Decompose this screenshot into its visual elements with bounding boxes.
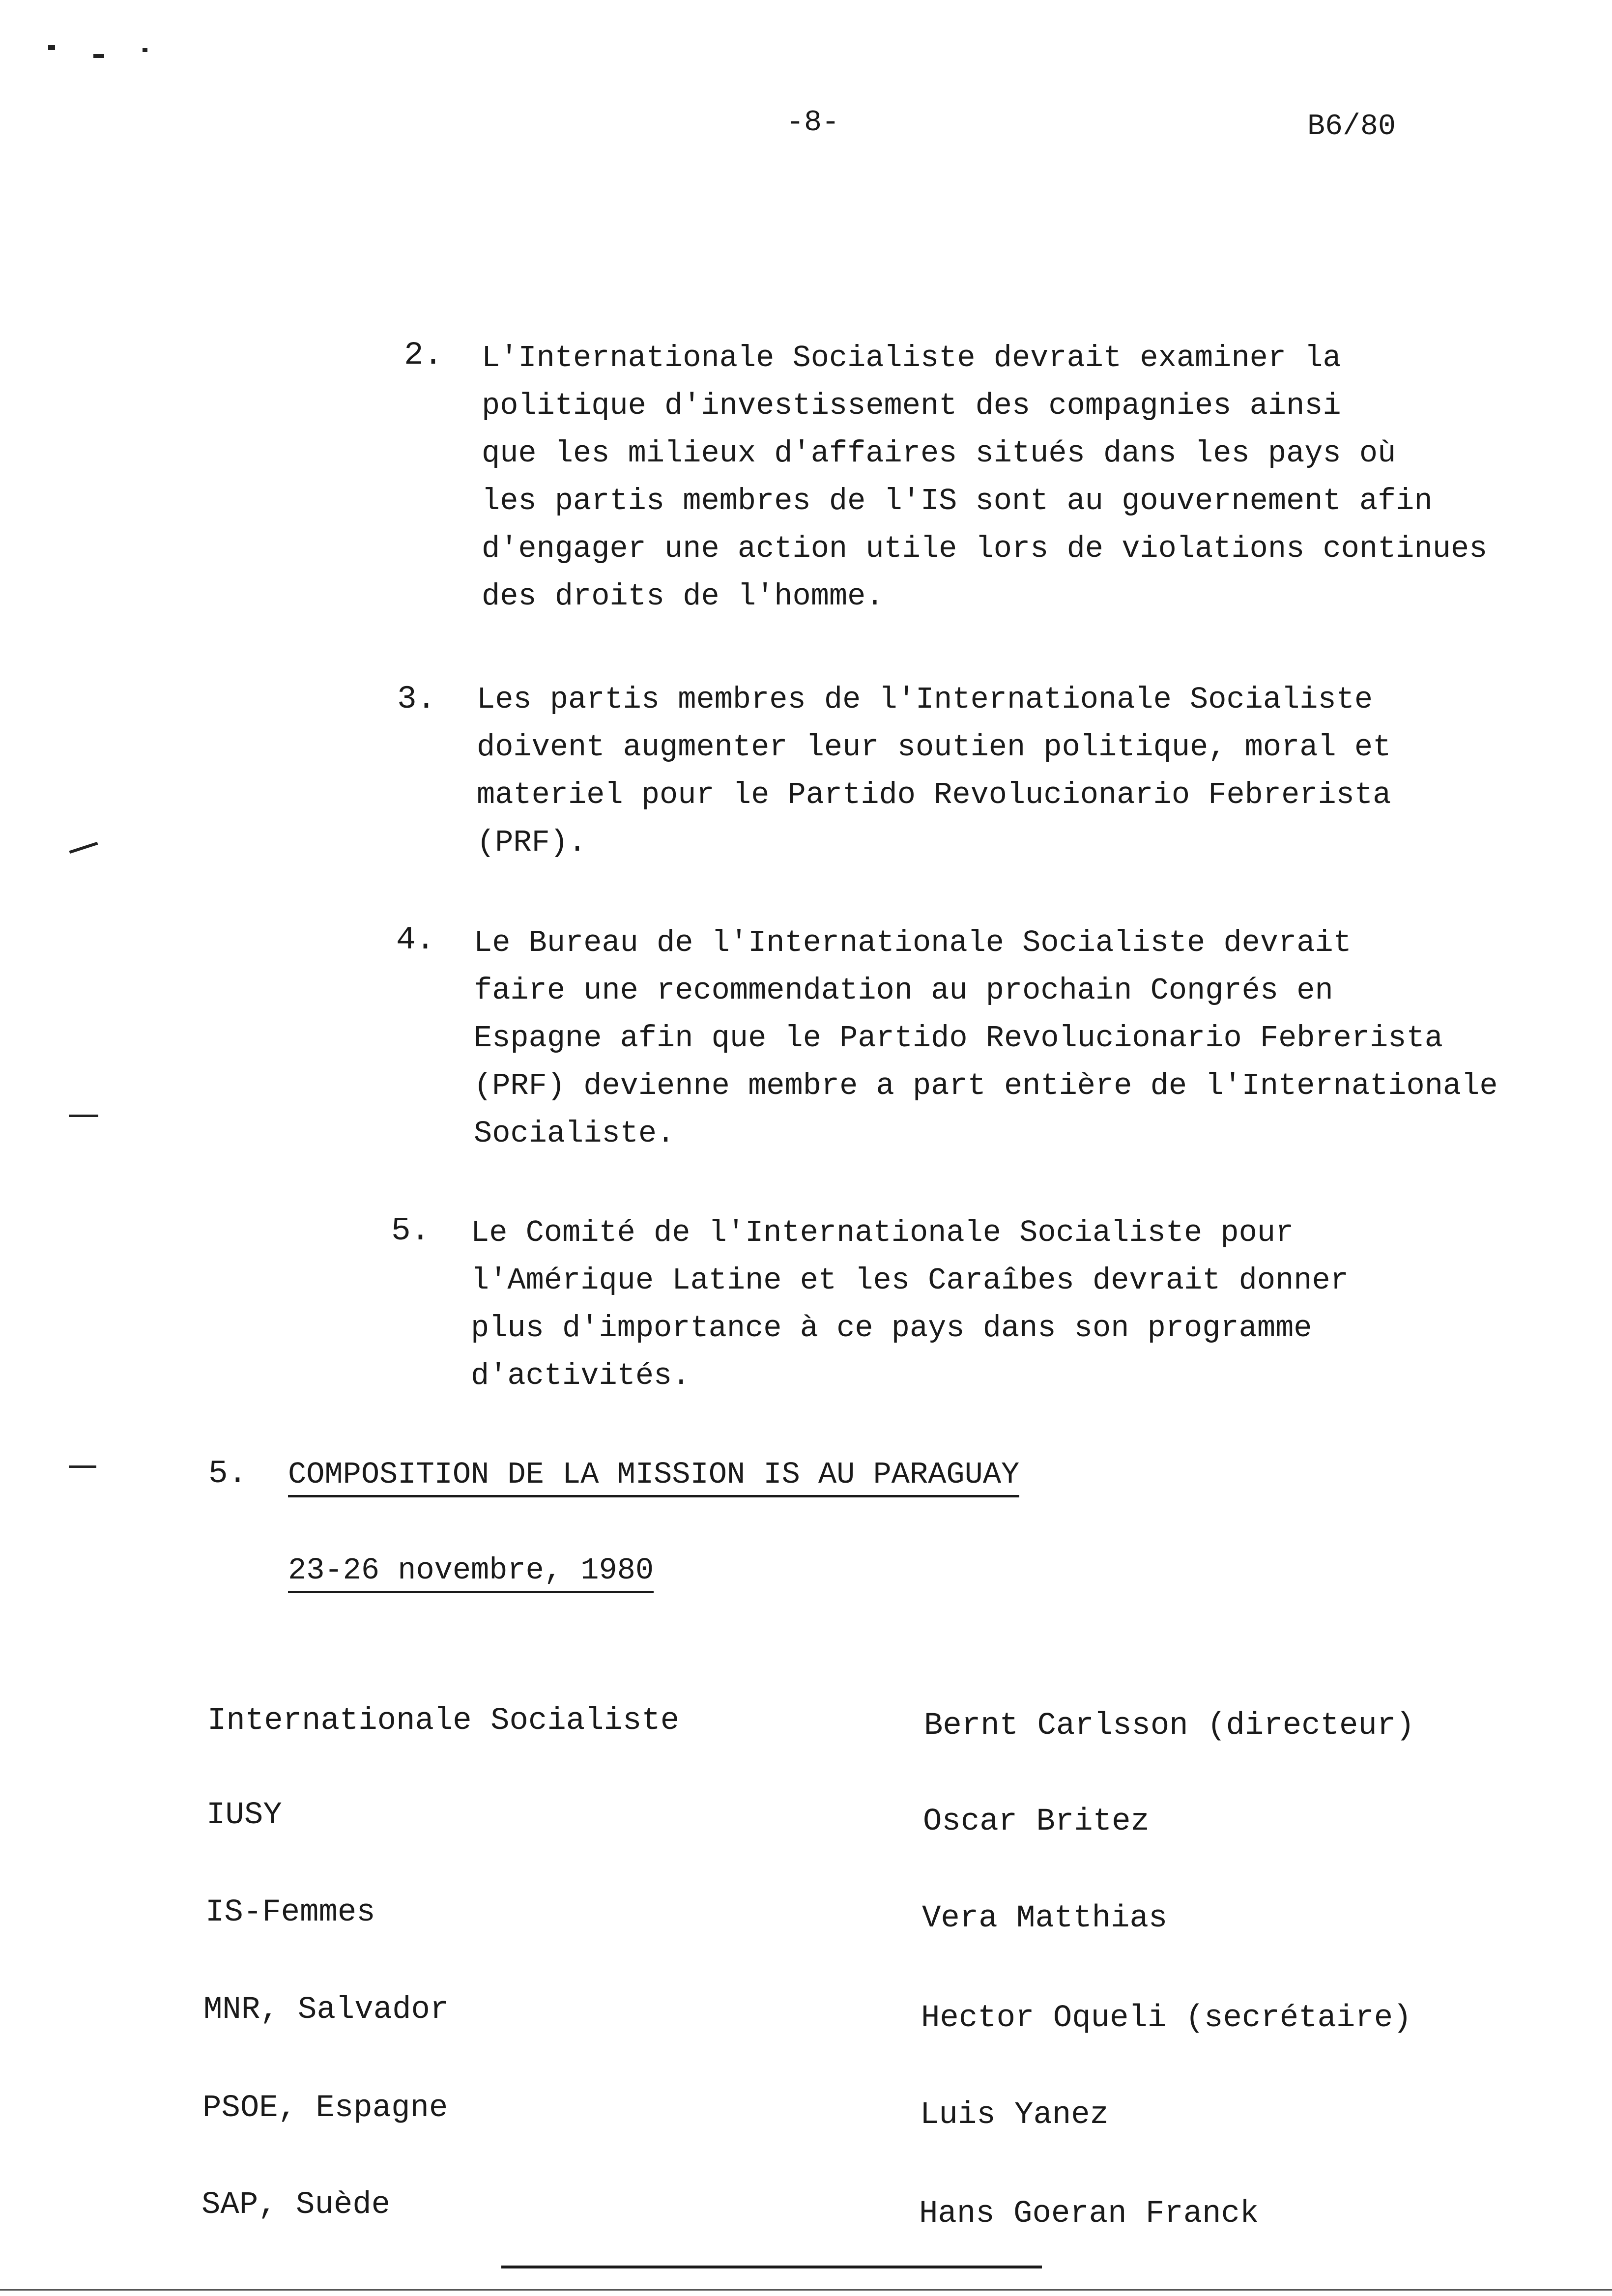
section-title [288, 1457, 1020, 1492]
text-line: Les partis membres de l'Internationale Socialiste [477, 682, 1373, 717]
member-name: Hans Goeran Franck [919, 2196, 1259, 2232]
text-line: les partis membres de l'IS sont au gouvernement afin [482, 484, 1433, 518]
scan-mark [69, 842, 98, 854]
text-line: doivent augmenter leur soutien politique, moral et [477, 730, 1391, 765]
item-number: 4. [396, 921, 435, 958]
section-title-text: COMPOSITION DE LA MISSION IS AU PARAGUAY [288, 1457, 1019, 1497]
scan-mark [93, 54, 104, 58]
text-line: plus d'importance à ce pays dans son programme [471, 1311, 1312, 1346]
text-line: L'Internationale Socialiste devrait examiner la [482, 341, 1341, 375]
text-line: materiel pour le Partido Revolucionario Febrerista [477, 777, 1391, 812]
scan-mark [143, 48, 147, 52]
text-line: Le Bureau de l'Internationale Socialiste devrait [474, 925, 1352, 960]
text-line: d'activités. [471, 1358, 691, 1393]
member-organisation: SAP, Suède [202, 2187, 391, 2223]
text-line: d'engager une action utile lors de violations continues [482, 531, 1488, 566]
member-organisation: Internationale Socialiste [207, 1703, 680, 1739]
section-dates [288, 1555, 654, 1586]
member-organisation: IUSY [206, 1798, 282, 1833]
member-organisation: PSOE, Espagne [202, 2091, 448, 2126]
text-line: Socialiste. [474, 1116, 675, 1151]
text-line: des droits de l'homme. [482, 579, 884, 614]
member-organisation: MNR, Salvador [203, 1992, 449, 2028]
member-name: Bernt Carlsson (directeur) [924, 1708, 1415, 1744]
recommendation-text [471, 1209, 1349, 1400]
text-line: politique d'investissement des compagnies ainsi [482, 388, 1341, 423]
document-reference: B6/80 [1307, 110, 1396, 144]
text-line: Espagne afin que le Partido Revolucionario Febrerista [474, 1021, 1443, 1056]
page-number: -8- [786, 106, 840, 140]
member-name: Luis Yanez [920, 2097, 1109, 2133]
recommendation-text [477, 676, 1391, 866]
item-number: 3. [397, 681, 436, 718]
scan-mark [69, 1115, 98, 1117]
member-name: Hector Oqueli (secrétaire) [921, 2001, 1412, 2036]
recommendation-text [474, 919, 1498, 1157]
recommendation-text [482, 334, 1487, 620]
item-number: 5. [391, 1212, 431, 1249]
text-line: faire une recommendation au prochain Congrés en [474, 973, 1333, 1008]
item-number: 2. [404, 337, 443, 373]
text-line: l'Amérique Latine et les Caraîbes devrait donner [471, 1263, 1349, 1298]
scan-mark [48, 45, 55, 50]
section-number: 5. [208, 1455, 248, 1492]
section-dates-text: 23-26 novembre, 1980 [288, 1553, 654, 1593]
member-organisation: IS-Femmes [205, 1895, 375, 1930]
scan-mark [69, 1465, 96, 1468]
text-line: (PRF) devienne membre a part entière de l'Internationale [474, 1068, 1498, 1103]
text-line: (PRF). [477, 825, 587, 860]
text-line: Le Comité de l'Internationale Socialiste pour [471, 1215, 1294, 1250]
page-bottom-edge [0, 2289, 1612, 2291]
closing-rule [501, 2266, 1042, 2268]
text-line: que les milieux d'affaires situés dans les pays où [482, 436, 1396, 471]
member-name: Oscar Britez [923, 1804, 1150, 1839]
member-name: Vera Matthias [922, 1901, 1168, 1936]
